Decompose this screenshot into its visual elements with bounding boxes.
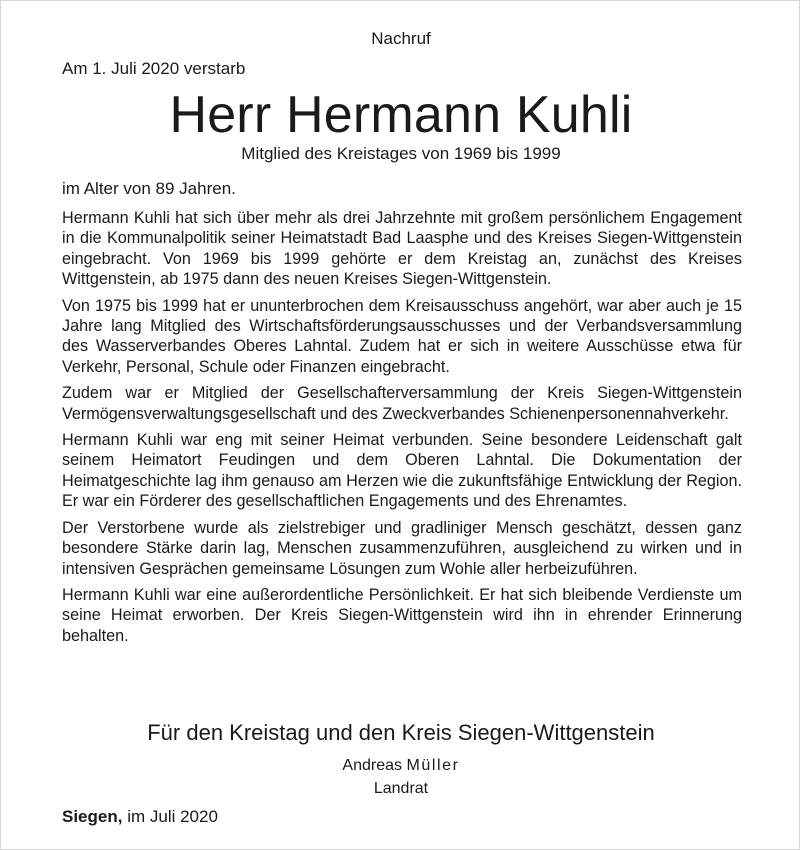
place-city: Siegen,: [62, 807, 123, 826]
closing-line: Für den Kreistag und den Kreis Siegen-Wittgenstein: [147, 720, 655, 745]
age-line: im Alter von 89 Jahren.: [62, 179, 236, 198]
notice-type-label: Nachruf: [371, 29, 431, 48]
place-and-date: [62, 807, 218, 827]
deceased-name: Herr Hermann Kuhli: [169, 86, 633, 144]
body-paragraph: Hermann Kuhli war eng mit seiner Heimat verbunden. Seine besondere Leidenschaft galt seinem Heimatort Feudingen und dem Oberen Lahntal. Die Dokumentation der Heimatgeschichte lag ihm genauso am Herzen wie die zukunftsfähige Entwicklung der Region. Er war ein Förderer des gesellschaftlichen Engagements und des Ehrenamtes.: [62, 431, 742, 511]
body-paragraph: Hermann Kuhli war eine außerordentliche Persönlichkeit. Er hat sich bleibende Verdienste um seine Heimat erworben. Der Kreis Siegen-Wittgenstein wird ihn in ehrender Erinnerung behalten.: [62, 585, 742, 645]
body-paragraph: Der Verstorbene wurde als zielstrebiger und gradliniger Mensch geschätzt, dessen ganz besondere Stärke darin lag, Menschen zusammenzuführen, ausgleichend zu wirken und in intensiven Gesprächen gemeinsame Lösungen zum Wohle aller herbeizuführen.: [62, 518, 742, 578]
deceased-role: Mitglied des Kreistages von 1969 bis 1999: [241, 144, 561, 163]
body-paragraph: Zudem war er Mitglied der Gesellschafterversammlung der Kreis Siegen-Wittgenstein Vermögensverwaltungsgesellschaft und des Zweckverbandes Schienenpersonennahverkehr.: [62, 384, 742, 423]
death-date-intro: Am 1. Juli 2020 verstarb: [62, 59, 246, 78]
obituary-body: [62, 208, 742, 652]
body-paragraph: Hermann Kuhli hat sich über mehr als drei Jahrzehnte mit großem persönlichem Engagement in die Kommunalpolitik seiner Heimatstadt Bad Laasphe und des Kreises Siegen-Wittgenstein eingebracht. Von 1969 bis 1999 gehörte er dem Kreistag an, zunächst des Kreises Wittgenstein, ab 1975 dann des neuen Kreises Siegen-Wittgenstein.: [62, 209, 742, 289]
signer-name: [1, 757, 800, 775]
body-paragraph: Von 1975 bis 1999 hat er ununterbrochen dem Kreisausschuss angehört, war aber auch je 15 Jahre lang Mitglied des Wirtschaftsförderungsausschusses und der Verbandsversammlung des Wasserverbandes Oberes Lahntal. Zudem hat er sich in weitere Ausschüsse etwa für Verkehr, Personal, Schule oder Finanzen eingebracht.: [62, 296, 742, 376]
signer-last-name: Müller: [406, 757, 460, 774]
signer-title: Landrat: [373, 780, 429, 797]
place-date-text: im Juli 2020: [127, 807, 218, 826]
signer-first-name: Andreas: [342, 757, 402, 774]
